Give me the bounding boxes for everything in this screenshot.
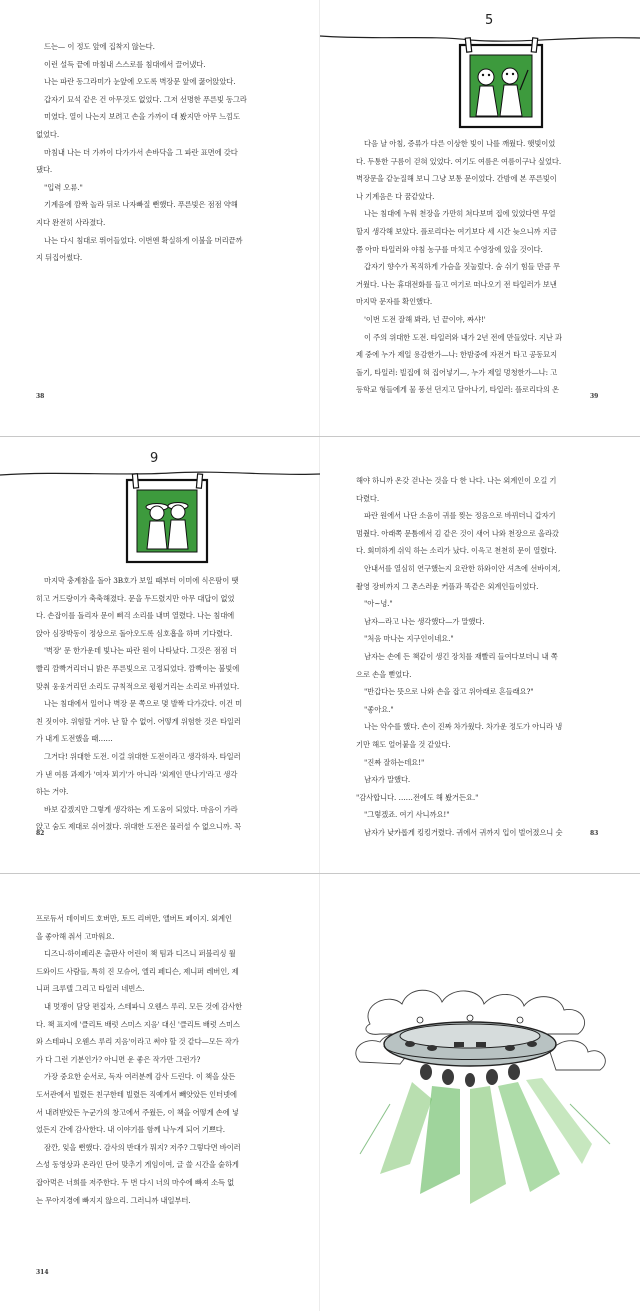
text-line: 나는 침대에서 일어나 벽장 문 쪽으로 몇 발짝 다가갔다. 이건 미 — [44, 699, 243, 709]
text-line: 쯤 아마 타일러와 야침 농구를 마치고 수영장에 있을 것이다. — [356, 244, 543, 254]
text-line: "진짜 잘하는데요!" — [364, 757, 425, 767]
text-line: 나는 악수를 했다. 손이 진짜 차가웠다. 차가운 정도가 아니라 냉 — [364, 722, 563, 732]
text-line: "그렇겠죠. 여기 사니까요!" — [364, 810, 450, 820]
spread-pages-82-83 — [0, 437, 640, 873]
text-line: '벽장' 문 한가운데 빛나는 파란 원이 나타났다. 그것은 점점 더 — [44, 646, 237, 656]
text-line: 그거다! 위대한 도전. 이걸 위대한 도전이라고 생각하자. 타일러 — [44, 751, 241, 761]
text-line: 남자가 낮카롭게 킹킹거렸다. 귀에서 귀까지 입이 벌어졌으니 숫 — [364, 827, 563, 837]
chapter-number: 5 — [485, 13, 494, 28]
page-number: 314 — [36, 1269, 49, 1276]
text-line: 남자는 손에 든 책같이 생긴 장치를 재빨리 들여다보더니 내 쪽 — [364, 651, 558, 661]
text-line: 미였다. 열이 나는지 보려고 손을 가까이 대 봤지만 아무 느낌도 — [44, 112, 240, 122]
text-line: "좋아요." — [364, 704, 394, 714]
text-line: "아~녕." — [364, 599, 393, 609]
text-line: 거웠다. 나는 휴대전화를 들고 여기로 떠나오기 전 타일러가 보낸 — [356, 279, 557, 289]
text-line: 서 내려받았든 누군가의 창고에서 주웠든, 이 책을 어떻게 손에 넣 — [36, 1107, 239, 1117]
text-line: 다. 회미하게 쉬익 하는 소리가 났다. 이윽고 천천히 문이 열렸다. — [356, 546, 557, 556]
text-line: "입력 오류." — [44, 182, 83, 192]
text-line: 지다 완전히 사라졌다. — [36, 217, 106, 227]
text-line: 벽장문을 같눈질해 보니 그냥 보통 문이었다. 간밤에 본 푸른빛이 — [356, 174, 557, 184]
text-line: 히고 거드랑이가 축축해졌다. 문을 두드렸지만 아무 대답이 없었 — [36, 593, 235, 603]
text-line: 다렸다. — [356, 493, 380, 503]
ufo-illustration — [320, 874, 640, 1311]
text-line: 바보 같겠지만 그렇게 생각하는 게 도움이 되었다. 마음이 가라 — [44, 804, 238, 814]
text-line: 돌기, 타일러: 빌집에 혀 집어넣기—, 누가 제일 멍청한가—나: 고 — [356, 367, 558, 377]
text-line: 댔다. — [36, 165, 53, 175]
text-line: 남자가 말했다. — [364, 775, 411, 785]
text-line: 나는 파란 동그라미가 눈앞에 오도록 벽장문 앞에 꿇어앉았다. — [44, 77, 236, 87]
text-line: 빨리 깜빡거리더니 밝은 푸른빛으로 고정되었다. 깜빡이는 불빛에 — [36, 663, 240, 673]
page-83 — [320, 437, 640, 873]
text-line: 잡아먹은 너희를 저주한다. 두 번 다시 너의 마수에 빠져 소득 없 — [36, 1177, 235, 1187]
text-line: 없었다. — [36, 129, 60, 139]
text-line: 친 짓이야. 위험할 거야. 난 할 수 없어. 어떻게 위험한 것은 타일러 — [36, 716, 241, 726]
text-line: 지 뒤집어썼다. — [36, 253, 83, 263]
page-number: 39 — [590, 393, 599, 400]
text-line: 디즈니-하이페리온 출판사 어린이 책 팀과 디즈니 퍼블리싱 월 — [44, 949, 236, 959]
page-number: 83 — [590, 830, 599, 837]
text-line: 갑자기 향수가 목직하게 가슴을 짓눌렀다. 숨 쉬기 힘들 만큼 무 — [364, 262, 560, 272]
text-line: 가 내게 도전했을 때…… — [36, 734, 113, 744]
text-line: 도서관에서 빌렸든 친구한테 빌렸든 직예게서 빼앗았든 인터넷에 — [36, 1089, 237, 1099]
text-line: 마지막 문자를 확인했다. — [356, 297, 433, 307]
page-number: 82 — [36, 830, 45, 837]
chapter-header-illustration — [0, 437, 320, 567]
text-line: "감사합니다. ……전에도 해 봤거든요." — [356, 792, 479, 802]
text-line: 마지막 충계참을 돌아 3B호가 보일 때부터 이미에 식은땀이 땟 — [44, 576, 239, 585]
text-line: 이런 설득 끝에 마침내 스스로를 침대에서 끌어냈다. — [44, 59, 206, 69]
text-line: 파란 원에서 나단 소음이 귀를 찢는 정음으로 바뀌더니 갑자기 — [364, 511, 556, 521]
text-line: 다음 날 아침, 증류가 다른 이상한 빛이 나를 깨웠다. 햇빛이었 — [364, 139, 556, 148]
text-line: "반갑다는 뜻으로 나와 손을 잡고 위아래로 흔들래요?" — [364, 687, 534, 697]
text-line: 기계음에 깜짝 놀라 뒤로 나자빠질 뻔했다. 푸른빛은 점점 약해 — [44, 200, 238, 210]
text-line: 와 스테파니 오웬스 루리 지음'이라고 써야 할 것 같다—모든 작가 — [36, 1037, 239, 1047]
text-line: 을 좋아해 줘서 고마워요. — [36, 931, 115, 941]
text-line: 나는 다시 침대로 뛰어들었다. 이번엔 확실하게 이불을 머리끝까 — [44, 235, 243, 245]
text-line: 프로듀서 데이비드 호버만, 토드 리버만, 앨버트 페이지. 외계인 — [36, 914, 232, 923]
page-number: 38 — [36, 393, 45, 400]
text-line: 이 주의 위대한 도전. 타일러와 내가 2년 전에 만들었다. 지난 과 — [364, 332, 562, 342]
chapter-number: 9 — [150, 451, 159, 466]
text-line: 하는 거야. — [36, 787, 69, 797]
text-line: 는 무아지경에 빠지지 않으리. 그러니까 내일부터. — [36, 1195, 191, 1205]
text-line: 드는— 이 정도 앞에 집착지 않는다. — [44, 42, 155, 51]
text-line: 으로 손을 뻗었다. — [356, 669, 412, 679]
text-line: "처음 마나는 지구인이네요." — [364, 634, 454, 644]
page-314 — [0, 874, 320, 1311]
text-line: 가 다 그런 기분인가? 아니면 운 좋은 작가만 그런가? — [36, 1054, 201, 1064]
text-line: 가장 중요한 순서로, 독자 여러분께 감사 드린다. 이 책을 샀든 — [44, 1072, 236, 1082]
text-line: 등학교 형들에게 물 풍선 던지고 달아나기, 타일러: 플로리다의 온 — [356, 385, 560, 395]
page-315 — [320, 874, 640, 1311]
spread-pages-38-39 — [0, 0, 640, 436]
text-line: 니퍼 크루텔 그리고 타일러 네빈스. — [36, 984, 145, 994]
body-text — [36, 572, 242, 836]
spread-pages-314-315 — [0, 874, 640, 1311]
page-39 — [320, 0, 640, 436]
text-line: 가 낸 여름 과제가 '여자 꾀기'가 아니라 '외계인 만나기'라고 생각 — [36, 769, 238, 779]
text-line: 다. 손잡이를 돌리자 문이 삐걱 소리를 내며 열렸다. 나는 침대에 — [36, 611, 235, 621]
text-line: 나는 침대에 누워 천장을 가만히 쳐다보며 집에 있었다면 무얼 — [364, 209, 556, 219]
page-38 — [0, 0, 320, 436]
chapter-header-illustration — [320, 0, 640, 130]
text-line: 앉아 심장박동이 정상으로 돌아오도록 심호흡을 하며 기다렸다. — [36, 628, 233, 638]
text-line: '이번 도전 잘해 봐라, 넌 끝이야, 짜샤!' — [364, 314, 486, 324]
text-line: 앉고 숨도 제대로 쉬어졌다. 위대한 도전은 물러설 수 없으니까. 꼭 — [36, 822, 242, 832]
text-line: 안내서를 열심히 연구했는지 요란한 하와이안 셔츠에 선바이저, — [364, 563, 561, 573]
text-line: 었든지 간에 감사한다. 내 이야기를 함께 나누게 되어 기쁘다. — [36, 1125, 225, 1135]
text-line: 해야 하니까 온갖 걷나는 것을 다 한 나다. 나는 외계인이 오길 기 — [356, 476, 557, 485]
body-text — [36, 38, 247, 267]
text-line: 드와이드 사람들, 특히 진 모슈어, 엘리 페디슨, 제니퍼 레버인, 제 — [36, 966, 239, 976]
text-line: 남자—라고 나는 생각했다—가 말했다. — [364, 616, 485, 626]
body-text — [356, 472, 562, 841]
text-line: 할지 생각해 보았다. 플로리다는 여기보다 세 시간 늦으니까 지금 — [356, 226, 557, 236]
text-line: 스성 동영상과 온라인 단어 맞추기 게임이여, 글 쓸 시간을 숱하게 — [36, 1160, 239, 1170]
body-text — [356, 135, 562, 399]
text-line: 나 기계음은 다 꿈같았다. — [356, 191, 435, 201]
page-82 — [0, 437, 320, 873]
text-line: 멈췄다. 아래쪽 문틈에서 김 같은 것이 새어 나와 천장으로 올라갔 — [356, 528, 559, 538]
text-line: 내 멋쟁이 담당 편집자, 스테파니 오웬스 루리. 모든 것에 감사한 — [44, 1001, 243, 1011]
text-line: 마침내 나는 더 가까이 다가가서 손바닥을 그 파란 표면에 갖다 — [44, 147, 238, 157]
body-text — [36, 910, 242, 1209]
text-line: 제 중에 누가 제일 용감한가—나: 한밤중에 자전거 타고 공동묘지 — [356, 350, 558, 360]
text-line: 잠깐, 잊을 뻔했다. 감사의 반대가 뭐지? 저주? 그렇다면 바이러 — [44, 1142, 241, 1152]
text-line: 갑자기 묘석 같은 건 아무것도 없었다. 그저 선명한 푸른빛 동그라 — [44, 94, 247, 104]
text-line: 촬영 장비까지 그 촌스러운 커플과 똑같은 외계인들이었다. — [356, 581, 539, 591]
text-line: 다. 책 표지에 '클리트 배럿 스미스 지음' 대신 '클리트 배럿 스미스 — [36, 1019, 240, 1029]
text-line: 기만 해도 얼어붙을 것 같았다. — [356, 739, 451, 749]
text-line: 맞춰 웅웅거리던 소리도 규칙적으로 윙윙거리는 소리로 바뀌었다. — [36, 681, 240, 691]
text-line: 다. 두통한 구름이 걷혀 있었다. 여기도 여름은 여름이구나 싶었다. — [356, 156, 562, 166]
